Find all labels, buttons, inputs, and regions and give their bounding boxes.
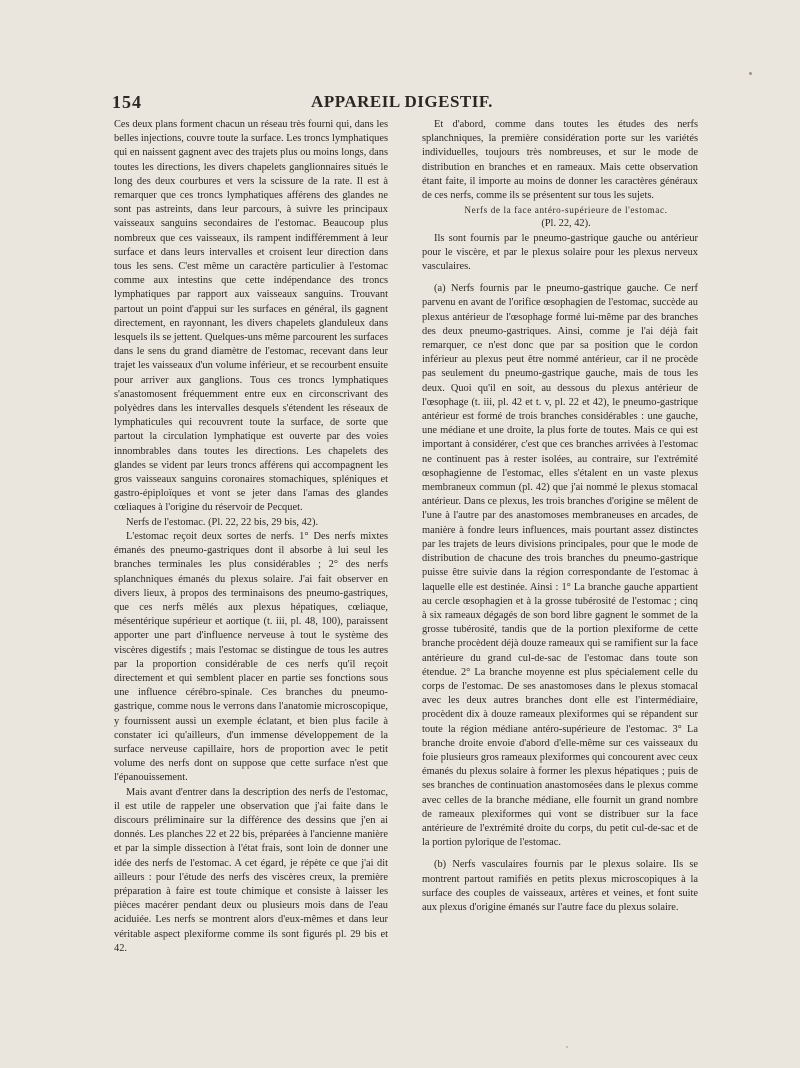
paragraph: Ces deux plans forment chacun un réseau très fourni qui, dans les belles injections, couvre toute la surface. Les troncs lymphatiques qui en naissent gagnent avec des trajets plus ou moins longs, dans toutes les directions, les divers chapelets ganglionnaires situés le long des deux courbures et vers la scissure de la rate. Il est à remarquer que ces troncs lymphatiques afférens des glandes ne sont pas astreints, dans leur parcours, à suivre les principaux vaisseaux sanguins secondaires de l'estomac. Beaucoup plus nombreux que ces vaisseaux, ils rampent indifféremment à leur surface et dans leurs intervalles et croisent leur direction dans tous les sens. C'est même un caractère particulier à l'estomac comme aux intestins que cette indépendance des troncs lymphatiques par rapport aux vaisseaux sanguins. Trouvant partout un point d'appui sur les surfaces en général, ils gagnent directement, en rayonnant, les divers chapelets glanduleux dans lesquels ils se jettent. Quelques-uns même parcourent les surfaces dans le sens du grand diamètre de l'estomac, recevant dans leur trajet les vaisseaux d'un volume inférieur, et se recourbent ensuite pour arriver aux ganglions. Tous ces troncs lymphatiques s'anastomosent fréquemment entre eux en circonscrivant des polyèdres dans les intervalles desquels s'étendent les réseaux de lymphaticules qui recouvrent toute la surface, de sorte que partout la circulation lymphatique est ouverte par des voies innombrables dans toutes les directions. Les chapelets des glandes se vident par leurs troncs afférens qui accompagnent les gros vaisseaux sanguins coronaires stomachiques, spléniques et gastro-épiploïques et vont se jeter dans l'amas des glandes cœliaques à l'origine du réservoir de Pecquet. (114, 119, 388, 514)
paragraph: Et d'abord, comme dans toutes les études des nerfs splanchniques, la première considération porte sur les variétés individuelles, toujours très nombreuses, et sur le mode de distribution en branches et en rameaux. Mais cette observation étant faite, il importe au moins de donner les caractères généraux de ces nerfs, comme ils se présentent sur tous les sujets. (422, 119, 698, 202)
paragraph: Mais avant d'entrer dans la description des nerfs de l'estomac, il est utile de rappeler une observation que j'ai faite dans le discours préliminaire sur la différence des dessins que j'en ai donnés. Les planches 22 et 22 bis, préparées à l'ancienne manière et par la simple dissection à l'état frais, sont loin de donner une idée des nerfs de l'estomac. A cet égard, je répète ce que j'ai dit ailleurs : pour l'étude des nerfs des viscères creux, la première préparation à faire est toute chimique et consiste à laisser les pièces macérer pendant deux ou plusieurs mois dans de l'eau aciduiée. Les nerfs se montrent alors d'eux-mêmes et dans leur véritable aspect plexiforme comme ils sont figurés pl. 29 bis et 42. (114, 786, 388, 954)
right-column (422, 118, 698, 915)
page-header (112, 92, 692, 116)
section-heading-plates: (Pl. 22, 42). (541, 218, 591, 230)
section-heading-face-antero-superieure: Nerfs de la face antéro-supérieure de l'estomac. (464, 205, 668, 216)
paper-speck (749, 72, 752, 75)
paragraph: (b) Nerfs vasculaires fournis par le plexus solaire. Ils se montrent partout ramifiés en petits plexus microscopiques à la surface des couples de vaisseaux, artères et veines, et font suite aux plexus d'origine émanés sur l'autre face du plexus solaire. (422, 859, 698, 913)
paragraph: (a) Nerfs fournis par le pneumo-gastrique gauche. Ce nerf parvenu en avant de l'orifice œsophagien de l'estomac, succède au plexus antérieur de l'œsophage formé lui-même par des branches des deux pneumo-gastriques. Ainsi, comme je l'ai déjà fait remarquer, ce n'est donc que par sa position que le cordon inférieur au plexus peut être nommé antérieur, car il ne procède pas seulement du pneumo-gastrique gauche, mais de tous les deux. Quoi qu'il en soit, au dessous du plexus antérieur de l'œsophage (t. iii, pl. 42 et t. v, pl. 22 et 42), le pneumo-gastrique antérieur est formé de trois branches considérables : une gauche, une médiane et une droite, la plus forte de toutes. Mais ce qui est important à considérer, c'est que ces branches arrivées à l'estomac ne continuent pas à rester isolées, au contraire, sur l'extrémité œsophagienne de l'estomac, elles s'étalent en un vaste plexus membraneux commun (pl. 42) que j'ai nommé le plexus stomacal antérieur. Dans ce plexus, les trois branches d'origine se mêlent de l'une à l'autre par des anastomoses membraneuses en arcades, de manière à fondre leurs influences, mais pourtant assez distinctes par les trajets de leurs divisions principales, pour que le mode de distribution de chacune des trois branches du pneumo-gastrique puisse être suivie dans la région correspondante de l'estomac à laquelle elle est destinée. Ainsi : 1° La branche gauche appartient au cercle œsophagien et à la grosse tubérosité de l'estomac ; cinq à six rameaux dégagés de son bord libre gagnent le sommet de la grosse tubérosité, tandis que de la portion plexiforme de cette branche procèdent déjà douze rameaux qui se ramifient sur la face antérieure du grand cul-de-sac de l'estomac dans toute son étendue. 2° La branche moyenne est plus spécialement celle du corps de l'estomac. De ses anastomoses dans le plexus stomacal avec les deux autres branches dont elle est l'intermédiaire, procèdent dix à douze rameaux plexiformes qui se répandent sur toute la région médiane antéro-supérieure de l'estomac. 3° La branche droite envoie d'abord d'elle-même sur ces vaisseaux du foie plusieurs gros rameaux plexiformes qui concourent avec ceux émanés du plexus solaire à former les plexus hépatiques ; puis de ses branches de continuation anastomosées dans le plexus comme avec celles de la branche médiane, elle fournit un grand nombre de rameaux plexiformes qui vont se distribuer sur la face antérieure de l'extrémité droite du corps, du petit cul-de-sac et de la portion pylorique de l'estomac. (422, 283, 698, 849)
paragraph: L'estomac reçoit deux sortes de nerfs. 1° Des nerfs mixtes émanés des pneumo-gastriques dont il absorbe à lui seul les branches terminales les plus considérables ; 2° des nerfs splanchniques émanés du plexus solaire. J'ai fait observer en divers lieux, à propos des terminaisons des pneumo-gastriques, que ces nerfs mêlés aux plexus hépatiques, cœliaque, mésentérique supérieur et aortique (t. iii, pl. 48, 100), paraissent apporter une part d'influence nerveuse à tout le système des viscères digestifs ; mais l'estomac se distingue de tous les autres par la proportion considérable de ces nerfs qu'il reçoit directement et qui semblent placer en partie ses fonctions sous une influence cérébro-spinale. Ces branches du pneumo-gastrique, comme nous le verrons dans l'anatomie microscopique, y fournissent aussi un exemple éclatant, et bien plus facile à constater ici qu'ailleurs, d'un immense développement de la surface nerveuse capillaire, hors de proportion avec le petit volume des nerfs dont on suppose que cette surface n'est que l'épanouissement. (114, 530, 388, 784)
paragraph: Ils sont fournis par le pneumo-gastrique gauche ou antérieur pour le viscère, et par le plexus solaire pour les plexus nerveux vasculaires. (422, 232, 698, 273)
page-number: 154 (112, 92, 142, 112)
left-column (114, 118, 388, 956)
running-title: APPAREIL DIGESTIF. (311, 92, 493, 111)
paper-speck (566, 1046, 568, 1048)
section-heading-nerfs-estomac: Nerfs de l'estomac. (Pl. 22, 22 bis, 29 bis, 42). (126, 516, 319, 528)
